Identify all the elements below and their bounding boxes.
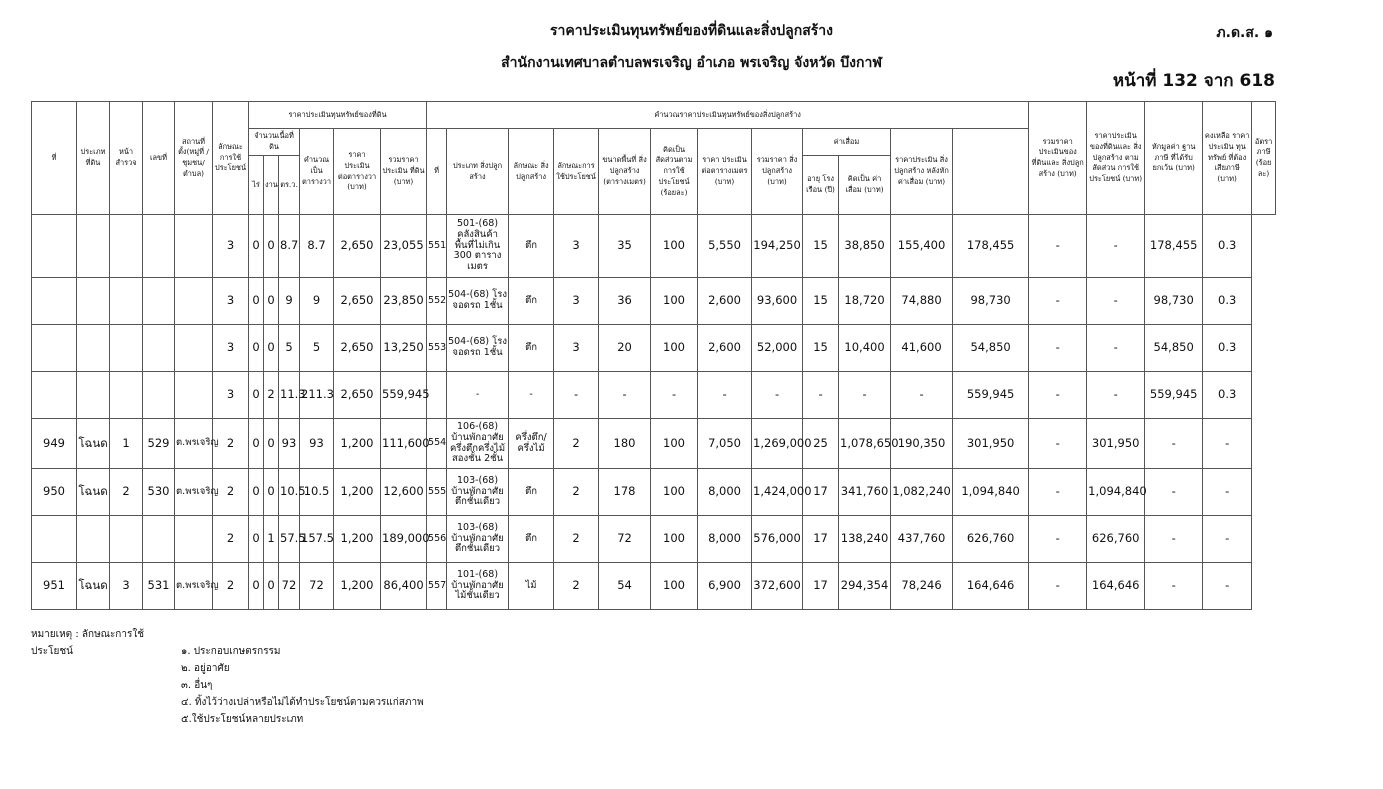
cell-usage: 3 [213, 215, 249, 278]
group-header-land: ราคาประเมินทุนทรัพย์ของที่ดิน [249, 102, 427, 129]
cell-rate: 0.3 [1203, 215, 1252, 278]
cell-wa: 72 [279, 563, 300, 610]
cell-b-no: 552 [427, 278, 447, 325]
assessment-table [31, 101, 1276, 610]
cell-prop: - [1029, 278, 1087, 325]
cell-b-dep: 1,078,650 [839, 419, 891, 469]
cell-rate: - [1203, 516, 1252, 563]
cell-ngan: 2 [264, 372, 279, 419]
cell-b-type: 501-(68) คลังสินค้า พื้นที่ไม่เกิน 300 ตารางเมตร [447, 215, 509, 278]
cell-b-age: 15 [803, 278, 839, 325]
cell-b-char: ไม้ [509, 563, 554, 610]
col-header-ngan: งาน [264, 156, 279, 215]
cell-sum: 626,760 [953, 516, 1029, 563]
cell-b-usage: 2 [554, 516, 599, 563]
cell-location: ต.พรเจริญ [175, 563, 213, 610]
cell-b-total: 372,600 [752, 563, 803, 610]
note-item: ๑. ประกอบเกษตรกรรม [181, 646, 281, 657]
cell-b-type: 504-(68) โรงจอดรถ 1ชั้น [447, 278, 509, 325]
col-header-building-char: ลักษณะ สิ่งปลูกสร้าง [509, 129, 554, 215]
cell-b-char: ครึ่งตึก/ครึ่งไม้ [509, 419, 554, 469]
cell-b-char: - [509, 372, 554, 419]
cell-rai: 0 [249, 469, 264, 516]
table-row [32, 469, 1276, 516]
cell-number: 529 [143, 419, 175, 469]
col-header-building-no: ที่ [427, 129, 447, 215]
col-header-land-price: ราคา ประเมิน ต่อตารางวา (บาท) [334, 129, 381, 215]
cell-rate: 0.3 [1203, 278, 1252, 325]
cell-b-age: 17 [803, 563, 839, 610]
cell-remain: - [1145, 469, 1203, 516]
cell-sum: 1,094,840 [953, 469, 1029, 516]
cell-usage: 2 [213, 563, 249, 610]
cell-b-usage: 2 [554, 563, 599, 610]
cell-b-total: - [752, 372, 803, 419]
cell-b-price: - [698, 372, 752, 419]
cell-exempt: 164,646 [1087, 563, 1145, 610]
cell-rai: 0 [249, 516, 264, 563]
cell-b-price: 2,600 [698, 278, 752, 325]
cell-b-dep: 38,850 [839, 215, 891, 278]
col-header-land-total: รวมราคา ประเมิน ที่ดิน (บาท) [381, 129, 427, 215]
cell-deed-type [77, 215, 110, 278]
cell-rai: 0 [249, 563, 264, 610]
cell-exempt: 301,950 [1087, 419, 1145, 469]
cell-number [143, 372, 175, 419]
col-header-location: สถานที่ ตั้ง(หมู่ที่ /ชุมชน/ ตำบล) [175, 102, 213, 215]
cell-usage: 3 [213, 372, 249, 419]
cell-b-ratio: 100 [651, 215, 698, 278]
cell-prop: - [1029, 325, 1087, 372]
col-header-exempt: หักมูลค่า ฐานภาษี ที่ได้รับ ยกเว้น (บาท) [1145, 102, 1203, 215]
cell-b-age: 17 [803, 469, 839, 516]
cell-ngan: 0 [264, 469, 279, 516]
cell-location [175, 516, 213, 563]
cell-deed-type: โฉนด [77, 563, 110, 610]
cell-b-age: 17 [803, 516, 839, 563]
cell-b-after: 74,880 [891, 278, 953, 325]
cell-sum: 301,950 [953, 419, 1029, 469]
col-header-depreciation-value: คิดเป็น ค่าเสื่อม (บาท) [839, 156, 891, 215]
cell-prop: - [1029, 215, 1087, 278]
cell-b-area: 35 [599, 215, 651, 278]
table-body [32, 215, 1276, 610]
cell-b-char: ตึก [509, 469, 554, 516]
cell-sqwa: 10.5 [300, 469, 334, 516]
cell-b-no: 551 [427, 215, 447, 278]
cell-land-total: 111,600 [381, 419, 427, 469]
col-header-building-ratio: คิดเป็น สัดส่วนตาม การใช้ ประโยชน์ (ร้อยละ) [651, 129, 698, 215]
cell-land-total: 13,250 [381, 325, 427, 372]
cell-number [143, 278, 175, 325]
col-header-building-total: รวมราคา สิ่งปลูกสร้าง (บาท) [752, 129, 803, 215]
note-item: ๕.ใช้ประโยชน์หลายประเภท [181, 714, 304, 725]
cell-land-total: 559,945 [381, 372, 427, 419]
cell-land-price: 2,650 [334, 325, 381, 372]
col-header-building-after-dep: ราคาประเมิน สิ่งปลูกสร้าง หลังหัก ค่าเสื่อม (บาท) [891, 129, 953, 215]
cell-exempt: - [1087, 372, 1145, 419]
cell-no: 951 [32, 563, 77, 610]
cell-deed-type [77, 516, 110, 563]
cell-b-area: - [599, 372, 651, 419]
cell-b-usage: - [554, 372, 599, 419]
cell-no [32, 372, 77, 419]
cell-remain: 98,730 [1145, 278, 1203, 325]
table-row [32, 563, 1276, 610]
cell-no: 950 [32, 469, 77, 516]
col-header-usage: ลักษณะ การใช้ ประโยชน์ [213, 102, 249, 215]
cell-b-age: 25 [803, 419, 839, 469]
cell-land-price: 1,200 [334, 516, 381, 563]
cell-b-char: ตึก [509, 516, 554, 563]
group-header-building: คำนวณราคาประเมินทุนทรัพย์ของสิ่งปลูกสร้าง [427, 102, 1029, 129]
col-header-proportion: ราคาประเมิน ของที่ดินและ สิ่งปลูกสร้าง ตามสัดส่วน การใช้ประโยชน์ (บาท) [1087, 102, 1145, 215]
cell-location [175, 372, 213, 419]
cell-exempt: - [1087, 215, 1145, 278]
cell-land-total: 189,000 [381, 516, 427, 563]
col-header-building-type: ประเภท สิ่งปลูกสร้าง [447, 129, 509, 215]
note-item: ๓. อื่นๆ [181, 680, 213, 691]
col-header-building-usage: ลักษณะการ ใช้ประโยชน์ [554, 129, 599, 215]
cell-b-ratio: 100 [651, 278, 698, 325]
cell-b-dep: 294,354 [839, 563, 891, 610]
notes [31, 626, 424, 728]
cell-b-after: 155,400 [891, 215, 953, 278]
cell-b-after: 190,350 [891, 419, 953, 469]
cell-exempt: - [1087, 278, 1145, 325]
cell-b-no: 556 [427, 516, 447, 563]
cell-survey-page: 1 [110, 419, 143, 469]
cell-b-price: 7,050 [698, 419, 752, 469]
col-header-tax-rate: อัตราภาษี (ร้อยละ) [1252, 102, 1276, 215]
cell-land-total: 86,400 [381, 563, 427, 610]
cell-b-type: 103-(68) บ้านพักอาศัยตึกชั้นเดียว [447, 469, 509, 516]
cell-remain: 54,850 [1145, 325, 1203, 372]
cell-b-char: ตึก [509, 215, 554, 278]
cell-remain: - [1145, 563, 1203, 610]
cell-b-after: 78,246 [891, 563, 953, 610]
table-row [32, 215, 1276, 278]
cell-b-ratio: 100 [651, 563, 698, 610]
cell-rai: 0 [249, 325, 264, 372]
cell-b-area: 54 [599, 563, 651, 610]
cell-land-total: 23,055 [381, 215, 427, 278]
cell-sum: 164,646 [953, 563, 1029, 610]
cell-land-price: 2,650 [334, 372, 381, 419]
cell-b-no: 557 [427, 563, 447, 610]
cell-b-no: 553 [427, 325, 447, 372]
form-code: ภ.ด.ส. ๑ [1216, 25, 1273, 41]
cell-b-usage: 3 [554, 325, 599, 372]
col-header-no: ที่ [32, 102, 77, 215]
cell-b-dep: 341,760 [839, 469, 891, 516]
cell-b-after: 437,760 [891, 516, 953, 563]
cell-wa: 8.7 [279, 215, 300, 278]
cell-ngan: 0 [264, 325, 279, 372]
cell-sqwa: 8.7 [300, 215, 334, 278]
cell-b-ratio: - [651, 372, 698, 419]
cell-land-price: 1,200 [334, 469, 381, 516]
cell-survey-page [110, 372, 143, 419]
cell-b-price: 8,000 [698, 516, 752, 563]
cell-b-type: 106-(68) บ้านพักอาศัยครึ่งตึกครึ่งไม้สองชั้น 2ชั้น [447, 419, 509, 469]
cell-remain: 559,945 [1145, 372, 1203, 419]
cell-no [32, 325, 77, 372]
cell-b-after: 41,600 [891, 325, 953, 372]
cell-b-no: 555 [427, 469, 447, 516]
cell-rai: 0 [249, 372, 264, 419]
note-item: ๔. ทิ้งไว้ว่างเปล่าหรือไม่ได้ทำประโยชน์ตามควรแก่สภาพ [181, 697, 424, 708]
cell-deed-type [77, 372, 110, 419]
cell-location: ต.พรเจริญ [175, 469, 213, 516]
cell-survey-page [110, 325, 143, 372]
cell-sum: 54,850 [953, 325, 1029, 372]
cell-b-age: - [803, 372, 839, 419]
cell-location [175, 325, 213, 372]
cell-land-price: 2,650 [334, 215, 381, 278]
cell-no: 949 [32, 419, 77, 469]
cell-rate: - [1203, 419, 1252, 469]
cell-b-total: 1,269,000 [752, 419, 803, 469]
cell-survey-page [110, 278, 143, 325]
cell-wa: 57.5 [279, 516, 300, 563]
cell-b-total: 93,600 [752, 278, 803, 325]
cell-survey-page [110, 516, 143, 563]
cell-sqwa: 93 [300, 419, 334, 469]
cell-b-dep: 138,240 [839, 516, 891, 563]
cell-deed-type [77, 278, 110, 325]
col-header-remaining: คงเหลือ ราคาประเมิน ทุนทรัพย์ ที่ต้องเสียภาษี (บาท) [1203, 102, 1252, 215]
col-header-building-price: ราคา ประเมิน ต่อตารางเมตร (บาท) [698, 129, 752, 215]
cell-b-usage: 3 [554, 278, 599, 325]
col-header-sum: รวมราคา ประเมินของ ที่ดินและ สิ่งปลูกสร้าง (บาท) [1029, 102, 1087, 215]
cell-prop: - [1029, 469, 1087, 516]
cell-wa: 10.5 [279, 469, 300, 516]
cell-b-price: 8,000 [698, 469, 752, 516]
cell-b-price: 2,600 [698, 325, 752, 372]
cell-sqwa: 157.5 [300, 516, 334, 563]
cell-remain: - [1145, 419, 1203, 469]
col-header-rai: ไร่ [249, 156, 264, 215]
cell-b-area: 20 [599, 325, 651, 372]
cell-rai: 0 [249, 215, 264, 278]
cell-rai: 0 [249, 419, 264, 469]
cell-b-type: 101-(68) บ้านพักอาศัยไม้ชั้นเดียว [447, 563, 509, 610]
cell-wa: 93 [279, 419, 300, 469]
cell-ngan: 1 [264, 516, 279, 563]
cell-land-total: 12,600 [381, 469, 427, 516]
cell-b-after: 1,082,240 [891, 469, 953, 516]
cell-usage: 3 [213, 278, 249, 325]
cell-ngan: 0 [264, 419, 279, 469]
cell-sqwa: 72 [300, 563, 334, 610]
cell-b-no: 554 [427, 419, 447, 469]
cell-wa: 5 [279, 325, 300, 372]
cell-prop: - [1029, 563, 1087, 610]
cell-deed-type: โฉนด [77, 469, 110, 516]
cell-b-type: - [447, 372, 509, 419]
cell-b-total: 52,000 [752, 325, 803, 372]
cell-rate: 0.3 [1203, 325, 1252, 372]
table-row [32, 278, 1276, 325]
cell-number [143, 215, 175, 278]
cell-b-ratio: 100 [651, 469, 698, 516]
cell-location: ต.พรเจริญ [175, 419, 213, 469]
cell-ngan: 0 [264, 278, 279, 325]
cell-usage: 2 [213, 419, 249, 469]
cell-sqwa: 5 [300, 325, 334, 372]
cell-number: 530 [143, 469, 175, 516]
cell-rai: 0 [249, 278, 264, 325]
cell-b-area: 72 [599, 516, 651, 563]
cell-b-price: 6,900 [698, 563, 752, 610]
cell-number: 531 [143, 563, 175, 610]
cell-sqwa: 211.3 [300, 372, 334, 419]
cell-survey-page [110, 215, 143, 278]
cell-no [32, 215, 77, 278]
cell-b-dep: 10,400 [839, 325, 891, 372]
cell-sum: 98,730 [953, 278, 1029, 325]
cell-exempt: 1,094,840 [1087, 469, 1145, 516]
table-row [32, 419, 1276, 469]
cell-location [175, 278, 213, 325]
cell-b-area: 180 [599, 419, 651, 469]
report-title: ราคาประเมินทุนทรัพย์ของที่ดินและสิ่งปลูกสร้าง [549, 23, 833, 39]
cell-b-usage: 2 [554, 419, 599, 469]
cell-b-total: 576,000 [752, 516, 803, 563]
cell-rate: - [1203, 469, 1252, 516]
cell-remain: 178,455 [1145, 215, 1203, 278]
cell-rate: - [1203, 563, 1252, 610]
cell-usage: 2 [213, 469, 249, 516]
cell-usage: 3 [213, 325, 249, 372]
cell-number [143, 516, 175, 563]
cell-b-usage: 2 [554, 469, 599, 516]
cell-b-type: 504-(68) โรงจอดรถ 1ชั้น [447, 325, 509, 372]
cell-prop: - [1029, 516, 1087, 563]
cell-usage: 2 [213, 516, 249, 563]
page-info: หน้าที่ 132 จาก 618 [1112, 71, 1275, 91]
col-header-survey-page: หน้า สำรวจ [110, 102, 143, 215]
cell-no [32, 278, 77, 325]
cell-deed-type: โฉนด [77, 419, 110, 469]
cell-sum: 178,455 [953, 215, 1029, 278]
col-header-building-age: อายุ โรงเรือน (ปี) [803, 156, 839, 215]
cell-b-area: 36 [599, 278, 651, 325]
cell-exempt: 626,760 [1087, 516, 1145, 563]
cell-b-total: 1,424,000 [752, 469, 803, 516]
cell-b-age: 15 [803, 215, 839, 278]
report-subtitle: สำนักงานเทศบาลตำบลพรเจริญ อำเภอ พรเจริญ จังหวัด บึงกาฬ [501, 55, 882, 71]
cell-sum: 559,945 [953, 372, 1029, 419]
cell-land-price: 2,650 [334, 278, 381, 325]
col-header-building-area: ขนาดพื้นที่ สิ่งปลูกสร้าง (ตารางเมตร) [599, 129, 651, 215]
cell-wa: 9 [279, 278, 300, 325]
col-header-deed-type: ประเภท ที่ดิน [77, 102, 110, 215]
note-item: ๒. อยู่อาศัย [181, 663, 230, 674]
group-header-depreciation: ค่าเสื่อม [803, 129, 891, 156]
group-header-land-area: จำนวนเนื้อที่ดิน [249, 129, 300, 156]
notes-label: หมายเหตุ : ลักษณะการใช้ประโยชน์ [31, 629, 145, 657]
table-row [32, 372, 1276, 419]
col-header-sqwa: คำนวณ เป็น ตารางวา [300, 129, 334, 215]
cell-no [32, 516, 77, 563]
cell-rate: 0.3 [1203, 372, 1252, 419]
cell-prop: - [1029, 372, 1087, 419]
cell-exempt: - [1087, 325, 1145, 372]
cell-b-total: 194,250 [752, 215, 803, 278]
table-row [32, 516, 1276, 563]
cell-survey-page: 3 [110, 563, 143, 610]
cell-land-total: 23,850 [381, 278, 427, 325]
cell-b-char: ตึก [509, 278, 554, 325]
cell-b-type: 103-(68) บ้านพักอาศัยตึกชั้นเดียว [447, 516, 509, 563]
cell-b-after: - [891, 372, 953, 419]
cell-ngan: 0 [264, 215, 279, 278]
cell-location [175, 215, 213, 278]
cell-b-price: 5,550 [698, 215, 752, 278]
cell-b-ratio: 100 [651, 516, 698, 563]
cell-b-char: ตึก [509, 325, 554, 372]
cell-b-age: 15 [803, 325, 839, 372]
cell-wa: 11.3 [279, 372, 300, 419]
cell-b-ratio: 100 [651, 325, 698, 372]
col-header-number: เลขที่ [143, 102, 175, 215]
cell-b-ratio: 100 [651, 419, 698, 469]
cell-prop: - [1029, 419, 1087, 469]
cell-deed-type [77, 325, 110, 372]
cell-b-dep: 18,720 [839, 278, 891, 325]
cell-ngan: 0 [264, 563, 279, 610]
cell-b-dep: - [839, 372, 891, 419]
cell-b-usage: 3 [554, 215, 599, 278]
table-row [32, 325, 1276, 372]
col-header-wa: ตร.ว. [279, 156, 300, 215]
cell-remain: - [1145, 516, 1203, 563]
cell-land-price: 1,200 [334, 419, 381, 469]
cell-sqwa: 9 [300, 278, 334, 325]
cell-b-area: 178 [599, 469, 651, 516]
cell-number [143, 325, 175, 372]
cell-land-price: 1,200 [334, 563, 381, 610]
cell-survey-page: 2 [110, 469, 143, 516]
